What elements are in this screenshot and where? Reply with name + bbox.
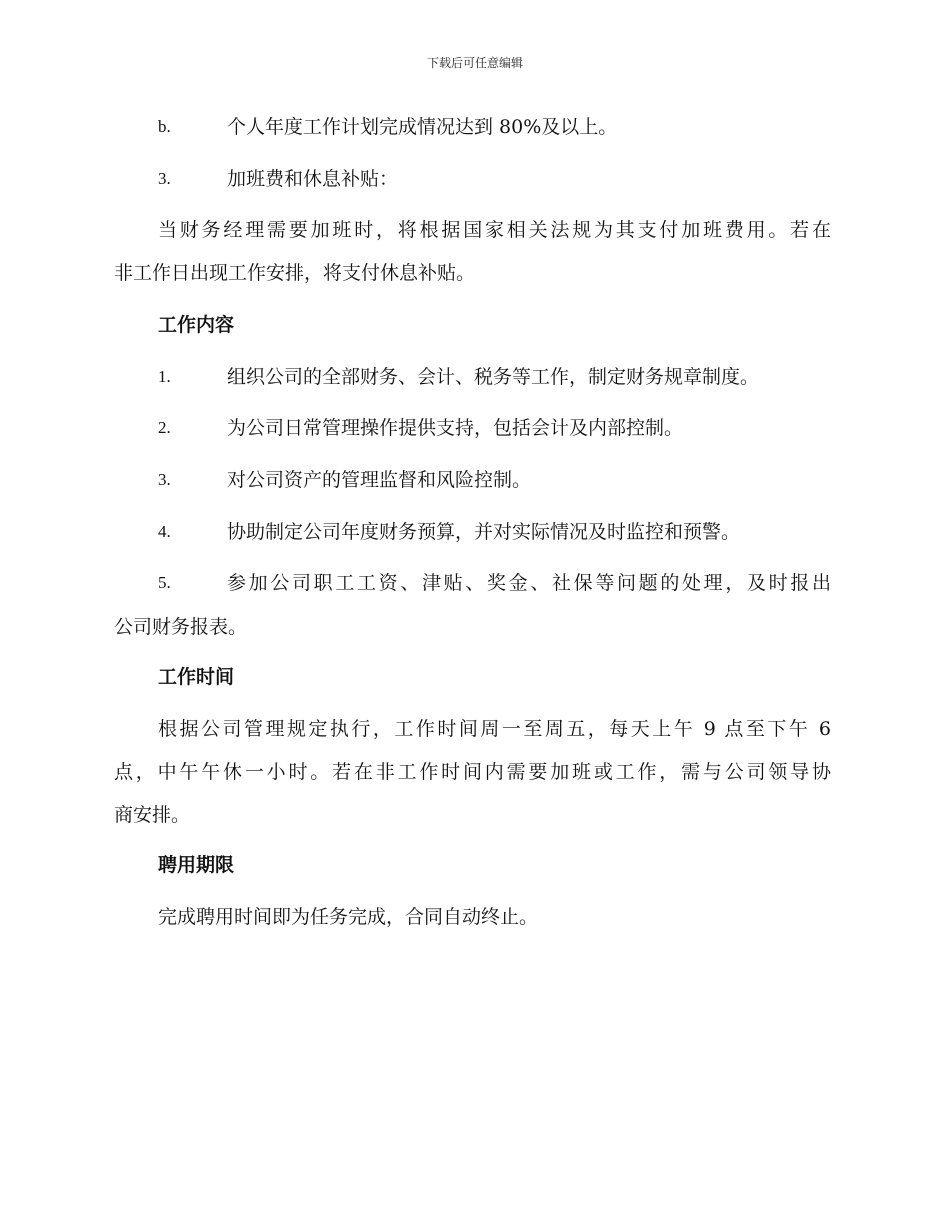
paragraph-line: 当财务经理需要加班时，将根据国家相关法规为其支付加班费用。若在 [158, 219, 831, 241]
list-item-text: 个人年度工作计划完成情况达到 80%及以上。 [227, 116, 618, 138]
section-heading: 聘用期限 [158, 854, 235, 876]
list-item-continuation: 公司财务报表。 [114, 616, 248, 638]
list-item-number: b. [158, 117, 171, 136]
section-heading: 工作内容 [158, 314, 235, 336]
section-heading: 工作时间 [158, 666, 235, 688]
list-item-text: 加班费和休息补贴： [227, 168, 399, 190]
list-item-number: 5. [158, 573, 171, 592]
list-item-text: 协助制定公司年度财务预算，并对实际情况及时监控和预警。 [227, 521, 741, 543]
paragraph-line: 商安排。 [114, 804, 191, 826]
paragraph-line: 完成聘用时间即为任务完成，合同自动终止。 [158, 906, 539, 928]
list-item-number: 1. [158, 367, 171, 386]
list-item-text: 对公司资产的管理监督和风险控制。 [227, 469, 532, 491]
list-item-number: 3. [158, 169, 171, 188]
list-item-number: 3. [158, 470, 171, 489]
list-item-number: 2. [158, 418, 171, 437]
list-item-text: 组织公司的全部财务、会计、税务等工作，制定财务规章制度。 [227, 366, 760, 388]
paragraph-line: 非工作日出现工作安排，将支付休息补贴。 [114, 262, 476, 284]
list-item-text: 参加公司职工工资、津贴、奖金、社保等问题的处理，及时报出 [227, 572, 831, 594]
list-item-number: 4. [158, 522, 171, 541]
paragraph-line: 点，中午午休一小时。若在非工作时间内需要加班或工作，需与公司领导协 [114, 761, 831, 783]
page-header: 下载后可任意编辑 [426, 56, 523, 70]
list-item-text: 为公司日常管理操作提供支持，包括会计及内部控制。 [227, 417, 684, 439]
paragraph-line: 根据公司管理规定执行，工作时间周一至周五，每天上午 9 点至下午 6 [158, 718, 831, 740]
